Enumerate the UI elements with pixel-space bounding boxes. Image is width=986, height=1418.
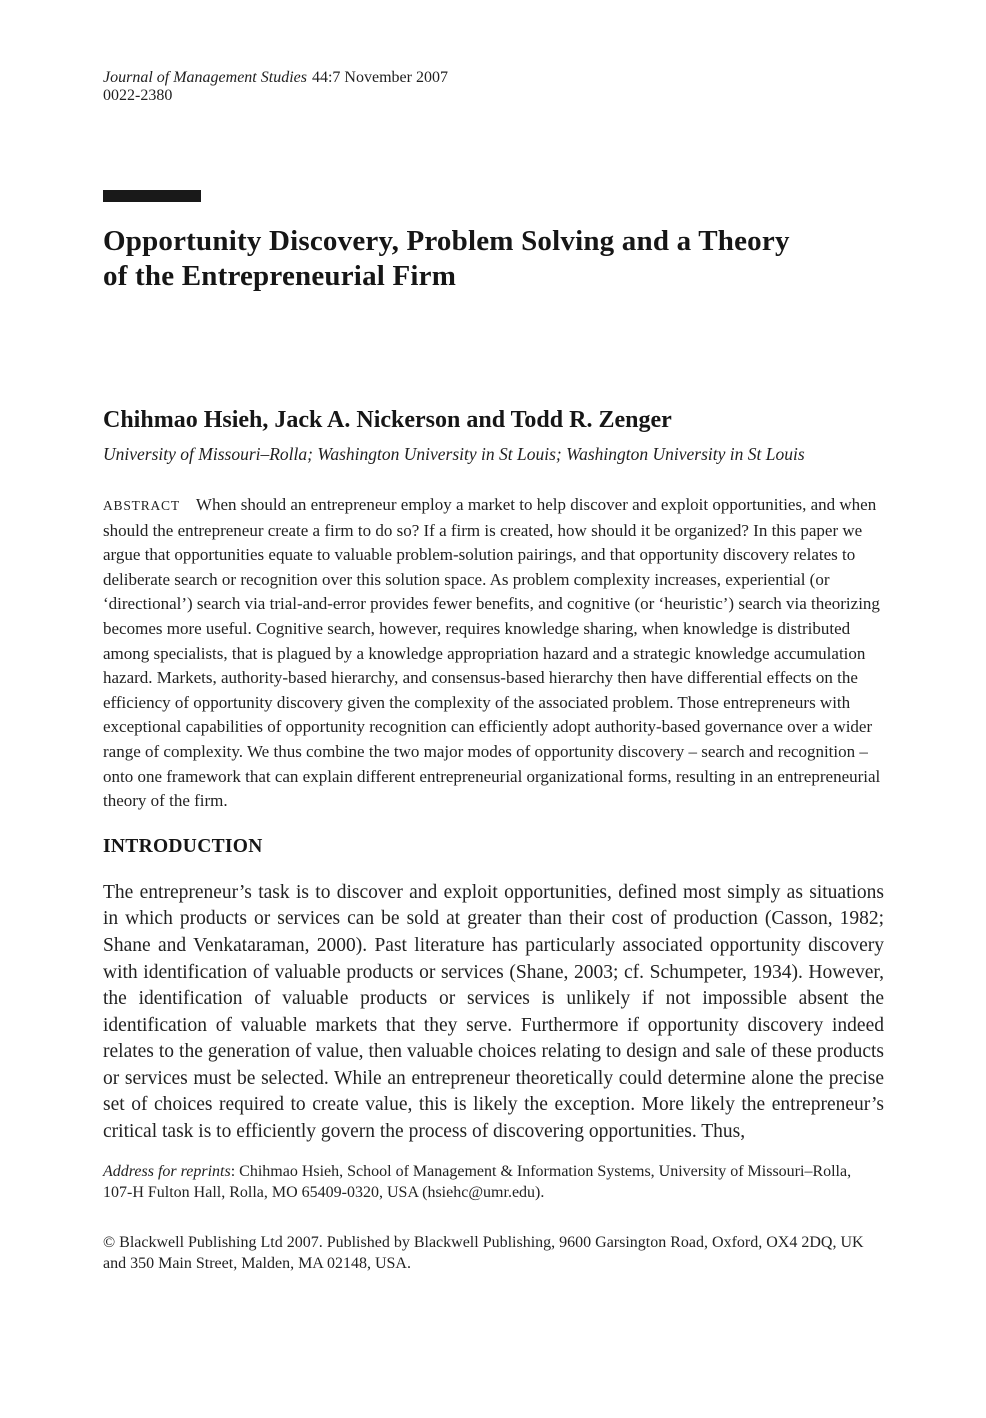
introduction-paragraph: The entrepreneur’s task is to discover and exploit opportunities, defined most simply as situations in which products or services can be sold at greater than their cost of production (Casson, 1982; Shane and Venkataraman, 2000). Past literature has particularly associated opportunity discovery with identification of valuable products or services (Shane, 2003; cf. Schumpeter, 1934). However, the identification of valuable products or services is unlikely if not impossible absent the identification of valuable markets that they serve. Furthermore if opportunity discovery indeed relates to the generation of value, then valuable choices relating to design and sale of these products or services must be selected. While an entrepreneur theoretically could determine alone the precise set of choices required to create value, this is likely the exception. More likely the entrepreneur’s critical task is to efficiently govern the process of discovering opportunities. Thus, (103, 881, 884, 1143)
article-title-line-1: Opportunity Discovery, Problem Solving and a Theory (103, 225, 790, 257)
article-title (103, 224, 884, 294)
article-title-line-2: of the Entrepreneurial Firm (103, 260, 457, 292)
section-heading-introduction: INTRODUCTION (103, 835, 263, 857)
journal-issue-info: 44:7 November 2007 (311, 69, 448, 86)
journal-header (103, 69, 884, 87)
reprints-footnote-text: : Chihmao Hsieh, School of Management & Information Systems, University of Missouri–Rolla, 107-H Fulton Hall, Rolla, MO 65409-0320, USA (hsiehc@umr.edu). (103, 1162, 852, 1202)
authors-line: Chihmao Hsieh, Jack A. Nickerson and Todd R. Zenger (103, 407, 672, 433)
copyright-notice: © Blackwell Publishing Ltd 2007. Published by Blackwell Publishing, 9600 Garsington Road, Oxford, OX4 2DQ, UK and 350 Main Street, Malden, MA 02148, USA. (103, 1233, 864, 1273)
reprints-footnote (103, 1161, 884, 1204)
abstract-label: ABSTRACT (103, 498, 180, 513)
title-rule-bar (103, 190, 201, 202)
abstract-paragraph (103, 493, 884, 814)
journal-issn: 0022-2380 (103, 87, 173, 104)
reprints-footnote-label: Address for reprints (103, 1162, 231, 1180)
journal-title: Journal of Management Studies (103, 69, 307, 86)
affiliations-line: University of Missouri–Rolla; Washington University in St Louis; Washington University in St Louis (103, 444, 805, 464)
abstract-text: When should an entrepreneur employ a market to help discover and exploit opportunities, and when should the entrepreneur create a firm to do so? If a firm is created, how should it be organized? In this paper we argue that opportunities equate to valuable problem-solution pairings, and that opportunity discovery relates to deliberate search or recognition over this solution space. As problem complexity increases, experiential (or ‘directional’) search via trial-and-error provides fewer benefits, and cognitive (or ‘heuristic’) search via theorizing becomes more useful. Cognitive search, however, requires knowledge sharing, when knowledge is distributed among specialists, that is plagued by a knowledge appropriation hazard and a strategic knowledge accumulation hazard. Markets, authority-based hierarchy, and consensus-based hierarchy then have differential effects on the efficiency of opportunity discovery given the complexity of the associated problem. Those entrepreneurs with exceptional capabilities of opportunity recognition can efficiently adopt authority-based governance over a wider range of complexity. We thus combine the two major modes of opportunity discovery – search and recognition – onto one framework that can explain different entrepreneurial organizational forms, resulting in an entrepreneurial theory of the firm. (103, 495, 881, 811)
